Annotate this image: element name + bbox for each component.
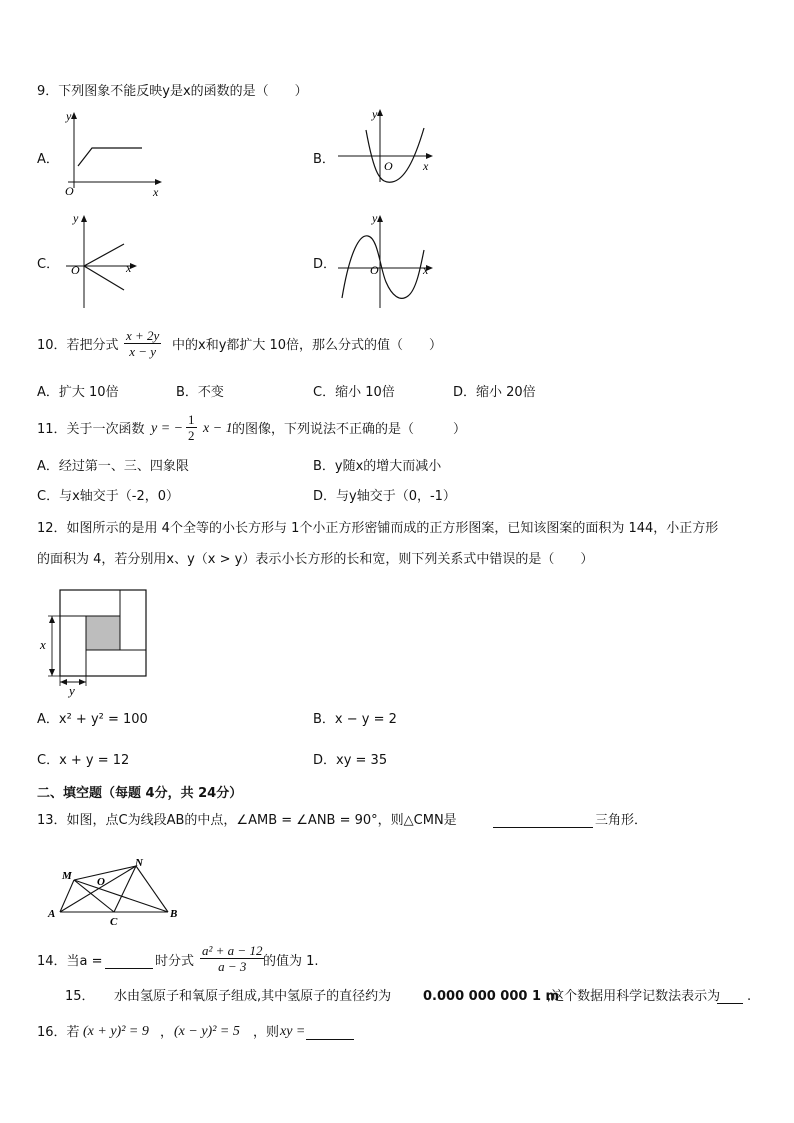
- q15-text-a: 15． 水由氢原子和氧原子组成,其中氢原子的直径约为: [65, 989, 392, 1004]
- q10-prefix: 10．若把分式: [37, 338, 119, 353]
- q13-label-b: B: [170, 908, 178, 920]
- q11-fraction-denominator: 2: [188, 428, 195, 443]
- q9-a-y-label: y: [66, 109, 72, 123]
- q12-label-x: x: [40, 637, 46, 652]
- q11-option-c: C．与x轴交于（-2，0）: [37, 489, 180, 504]
- q15-answer-blank[interactable]: [717, 989, 743, 1004]
- q10-option-d: D．缩小 20倍: [453, 385, 536, 400]
- q9-option-c-label: C．: [37, 257, 60, 272]
- q13-label-c: C: [110, 916, 118, 928]
- q12-stem-line2: 的面积为 4，若分别用x、y（x > y）表示小长方形的长和宽，则下列关系式中错误的是（ ）: [37, 552, 594, 567]
- q14-middle: 时分式: [155, 954, 195, 969]
- q13-answer-blank[interactable]: [493, 813, 593, 828]
- q10-fraction-numerator: x + 2y: [126, 328, 160, 343]
- q9-d-y-label: y: [372, 211, 378, 225]
- q9-c-y-label: y: [73, 211, 79, 225]
- q14-fraction-numerator: a² + a − 12: [202, 943, 263, 958]
- q9-stem: 9．下列图象不能反映y是x的函数的是（ ）: [37, 84, 308, 99]
- q12-label-y: y: [69, 683, 75, 698]
- q10-option-b: B．不变: [176, 385, 224, 400]
- q16-answer-blank[interactable]: [306, 1025, 354, 1040]
- q9-graph-b: [334, 104, 438, 184]
- q16-equation-2: (x − y)² = 5: [174, 1024, 240, 1039]
- q15-text-b: ,这个数据用科学记数法表示为: [547, 989, 721, 1004]
- q12-option-d: D．xy = 35: [313, 753, 388, 768]
- q9-d-origin: O: [370, 263, 379, 277]
- q9-a-x-label: x: [153, 185, 159, 199]
- q16-target: xy =: [280, 1024, 306, 1039]
- q9-option-a-label: A．: [37, 152, 59, 167]
- q13-label-o: O: [97, 876, 105, 888]
- q11-function-rhs: x − 1: [203, 421, 233, 436]
- q15-end: .: [747, 989, 752, 1004]
- section-2-title: 二、填空题（每题 4分，共 24分）: [37, 786, 243, 801]
- q11-option-b: B．y随x的增大而减小: [313, 459, 442, 474]
- q9-option-b-label: B．: [313, 152, 335, 167]
- q13-label-m: M: [62, 870, 72, 882]
- q12-square-figure: [36, 586, 156, 698]
- q12-stem-line1: 12．如图所示的是用 4个全等的小长方形与 1个小正方形密铺而成的正方形图案，已知该图案的面积为 144，小正方形: [37, 521, 719, 536]
- q12-option-c: C．x + y = 12: [37, 753, 130, 768]
- q9-graph-a: [58, 108, 168, 200]
- q10-fraction: [124, 328, 161, 359]
- q10-option-c: C．缩小 10倍: [313, 385, 395, 400]
- q11-prefix: 11．关于一次函数: [37, 422, 145, 437]
- q14-suffix: 的值为 1.: [263, 954, 319, 969]
- q14-prefix: 14．当a =: [37, 954, 103, 969]
- q13-text-a: 13．如图，点C为线段AB的中点，∠AMB = ∠ANB = 90°，则△CMN是: [37, 813, 457, 828]
- q13-text-b: 三角形．: [595, 813, 648, 828]
- q16-separator: ，: [160, 1025, 174, 1040]
- q15-number: 0.000 000 000 1 m: [423, 989, 560, 1004]
- q12-option-b: B．x − y = 2: [313, 712, 397, 727]
- q16-middle: ，则: [253, 1025, 280, 1040]
- q11-option-a: A．经过第一、三、四象限: [37, 459, 189, 474]
- q10-fraction-denominator: x − y: [124, 343, 161, 359]
- q9-a-origin: O: [65, 184, 74, 198]
- q9-graph-c: [60, 210, 144, 310]
- q10-suffix: 中的x和y都扩大 10倍，那么分式的值（ ）: [172, 338, 443, 353]
- q13-figure: [44, 854, 188, 928]
- q13-label-a: A: [48, 908, 56, 920]
- q11-fraction-numerator: 1: [188, 412, 195, 427]
- q16-prefix: 16．若: [37, 1025, 80, 1040]
- q9-option-d-label: D．: [313, 257, 337, 272]
- q12-option-a: A．x² + y² = 100: [37, 712, 148, 727]
- q10-option-a: A．扩大 10倍: [37, 385, 119, 400]
- q11-fraction: [186, 412, 197, 443]
- q14-fraction-denominator: a − 3: [200, 958, 264, 974]
- q11-option-d: D．与y轴交于（0，-1）: [313, 489, 456, 504]
- q11-suffix: 的图像，下列说法不正确的是（ ）: [232, 422, 467, 437]
- q13-label-n: N: [135, 857, 143, 869]
- q9-b-origin: O: [384, 159, 393, 173]
- q9-graph-d: [334, 210, 438, 310]
- q14-fraction: [200, 943, 264, 974]
- q9-c-x-label: x: [126, 261, 132, 275]
- q9-d-x-label: x: [423, 263, 429, 277]
- q16-equation-1: (x + y)² = 9: [83, 1024, 149, 1039]
- q9-b-x-label: x: [423, 159, 429, 173]
- q11-function-lhs: y = −: [151, 421, 184, 436]
- q14-answer-blank[interactable]: [105, 954, 153, 969]
- q9-b-y-label: y: [372, 107, 378, 121]
- q9-c-origin: O: [71, 263, 80, 277]
